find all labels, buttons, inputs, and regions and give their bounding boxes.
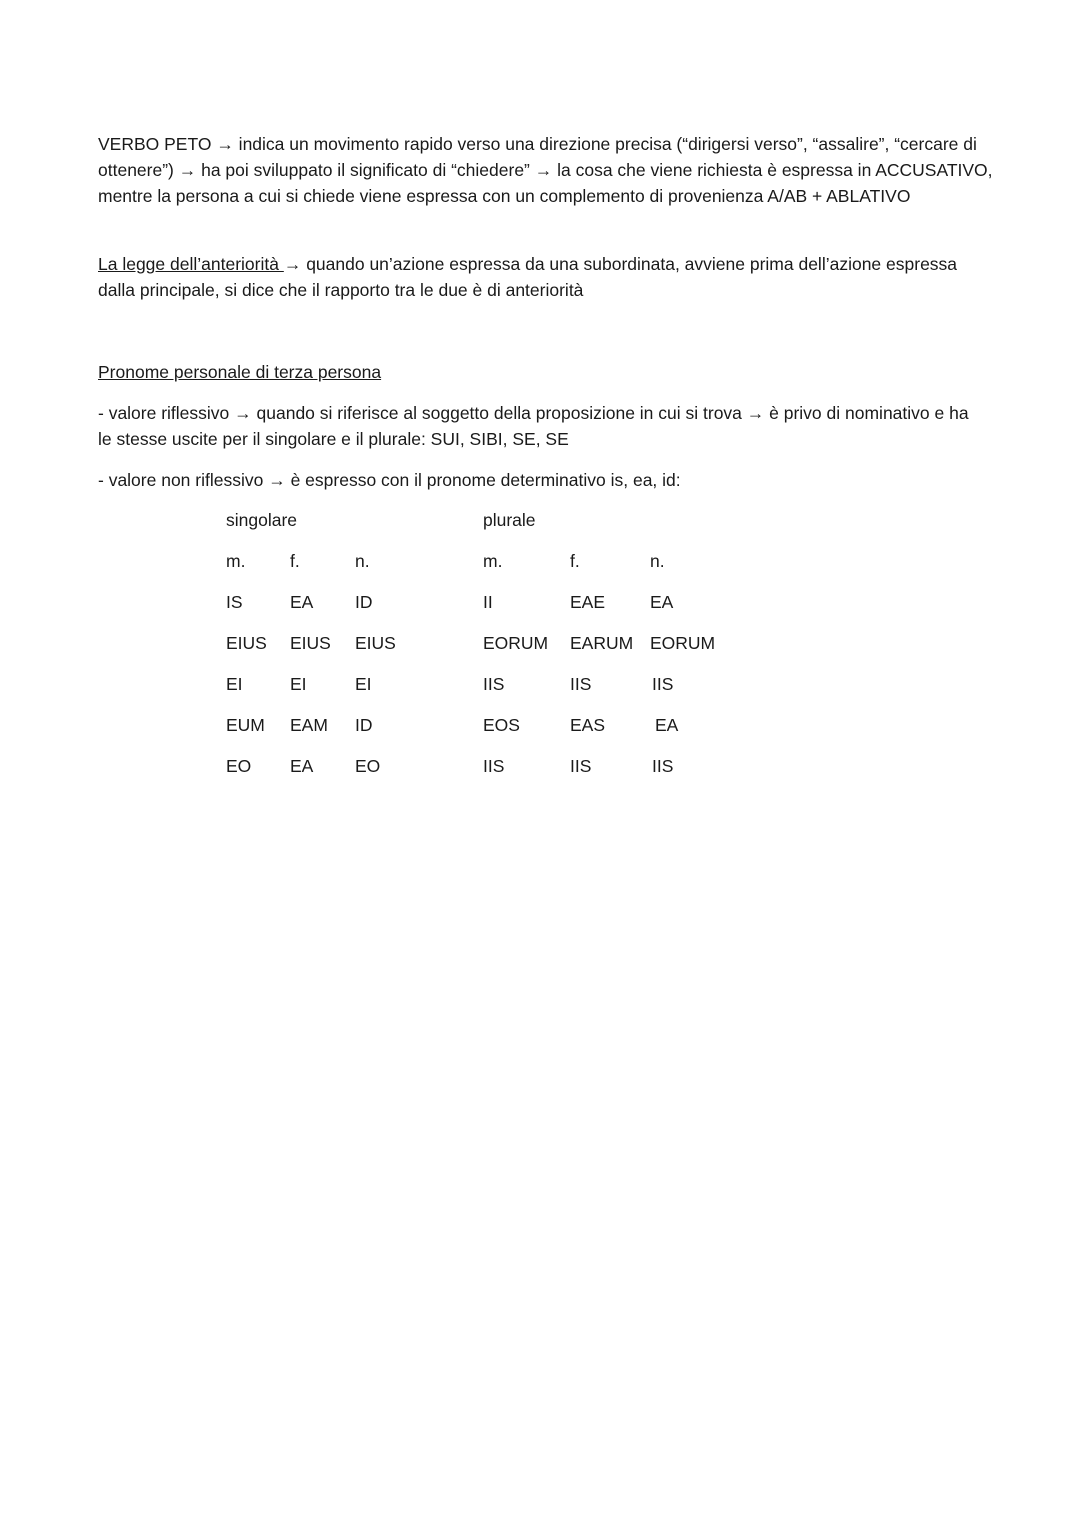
table-cell: EO bbox=[226, 756, 252, 776]
table-cell: EI bbox=[355, 674, 372, 694]
riflessivo-paragraph: - valore riflessivo → quando si riferisce al soggetto della proposizione in cui si trova → è privo di nominativo e ha le stesse uscite per il singolare e il plurale: SUI, SIBI, SE, SE bbox=[98, 403, 969, 449]
header-plural-f: f. bbox=[570, 551, 580, 571]
table-cell: EIUS bbox=[226, 633, 267, 653]
table-cell: EORUM bbox=[483, 633, 549, 653]
table-cell: IIS bbox=[570, 674, 592, 694]
table-cell: IS bbox=[226, 592, 243, 612]
plurale-label: plurale bbox=[483, 510, 536, 530]
table-cell: EI bbox=[290, 674, 307, 694]
table-cell: EARUM bbox=[570, 633, 634, 653]
singolare-label: singolare bbox=[226, 510, 298, 530]
table-cell: EA bbox=[655, 715, 679, 735]
anteriorita-paragraph bbox=[98, 251, 998, 303]
table-cell: EA bbox=[290, 592, 314, 612]
table-cell: ID bbox=[355, 592, 373, 612]
anteriorita-title: La legge dell’anteriorità bbox=[98, 254, 284, 274]
table-cell: EAS bbox=[570, 715, 606, 735]
table-cell: EI bbox=[226, 674, 243, 694]
pronome-heading: Pronome personale di terza persona bbox=[98, 362, 382, 382]
anteriorita-body: → quando un’azione espressa da una subordinata, avviene prima dell’azione espressa dalla principale, si dice che il rapporto tra le due è di anteriorità bbox=[98, 254, 958, 300]
header-plural-n: n. bbox=[650, 551, 665, 571]
table-cell: EUM bbox=[226, 715, 265, 735]
header-singular-n: n. bbox=[355, 551, 370, 571]
table-cell: EIUS bbox=[290, 633, 331, 653]
table-cell: EOS bbox=[483, 715, 520, 735]
header-plural-m: m. bbox=[483, 551, 503, 571]
table-cell: IIS bbox=[483, 674, 505, 694]
header-singular-m: m. bbox=[226, 551, 246, 571]
table-cell: EA bbox=[290, 756, 314, 776]
table-cell: IIS bbox=[652, 756, 674, 776]
table-cell: IIS bbox=[570, 756, 592, 776]
table-cell: EA bbox=[650, 592, 674, 612]
table-cell: EORUM bbox=[650, 633, 716, 653]
table-cell: EO bbox=[355, 756, 381, 776]
header-singular-f: f. bbox=[290, 551, 300, 571]
peto-paragraph: VERBO PETO → indica un movimento rapido verso una direzione precisa (“dirigersi verso”, “assalire”, “cercare di ottenere”) → ha poi sviluppato il significato di “chiedere” → la cosa che viene richiesta è espressa in ACCUSATIVO, mentre la persona a cui si chiede viene espressa con un complemento di provenienza A/AB + ABLATIVO bbox=[98, 134, 993, 206]
table-cell: IIS bbox=[483, 756, 505, 776]
table-cell: EAE bbox=[570, 592, 606, 612]
non-riflessivo-paragraph: - valore non riflessivo → è espresso con il pronome determinativo is, ea, id: bbox=[98, 470, 681, 490]
table-cell: EAM bbox=[290, 715, 328, 735]
table-cell: IIS bbox=[652, 674, 674, 694]
table-cell: ID bbox=[355, 715, 373, 735]
table-cell: EIUS bbox=[355, 633, 396, 653]
table-cell: II bbox=[483, 592, 493, 612]
